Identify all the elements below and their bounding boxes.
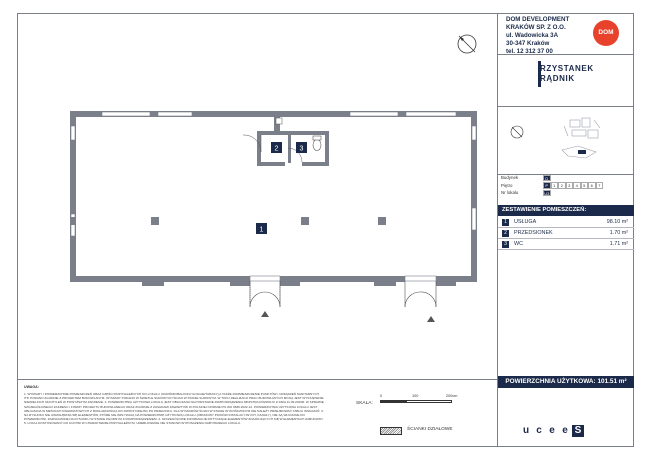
- scale-tick: 0: [380, 394, 383, 398]
- rooms-title: ZESTAWIENIE POMIESZCZEŃ:: [498, 205, 634, 216]
- scale-tick: 100: [412, 394, 419, 398]
- walls-legend-label: ŚCIANKI DZIAŁOWE: [407, 427, 453, 432]
- sanitary-block: [243, 116, 329, 166]
- floor-cell: 7: [596, 182, 604, 189]
- project-logo-line1: RZYSTANEK: [540, 64, 594, 73]
- logo-letter: u: [522, 425, 530, 436]
- room-row: [498, 217, 634, 228]
- unit-label: Nr lokalu: [501, 190, 519, 196]
- unit-value: U3: [544, 190, 550, 196]
- location-map: [498, 106, 634, 175]
- room-name: WC: [514, 241, 523, 247]
- floor-plan-sheet: [17, 13, 634, 447]
- room-label-3: 3: [299, 145, 304, 153]
- notes-text: 1. WYMIARY I POWIERZCHNIE POMIESZCZEŃ OBAZ CZĘŚCI PRZYNALEŻNYCH DO LOKALU (OGRÓDKI/BALKONY/LOGGIE/TARASY) A TAKŻE ROZMIESZCZENIE PUNKTÓW I URZĄDZEŃ SANITARNYCH ITP. PODANO ZGODNIE Z PROJEKTEM BUDOWLANYM. WYMIARY PODANO W ŚWIETLE SUROWYCH ŚCIAN W STANIE SUROWYM. W TOKU REALIZACJI PRAC BUDOWLANYCH MOGĄ JEST WYSTĄPIENIE NIEWIELKICH ODCHYLEŃ W POWYŻSZYM ZAKRESIE. 2. POWIERZCHNIA UŻYTKOWA LOKALU JEST OBLICZANA NA PODSTAWIE ROZPORZĄDZENIA MINISTRA ROZWOJU Z DNIA 11.09.2020R. W SPRAWIE SZCZEGÓŁOWEGO ZAKRESU I FORMY PROJEKTU BUDOWLANEGO ORAZ ZGODNIE Z ZASADAMI ZAWARTYMI W POLSKIEJ NORMIE PN-ISO 9836:2022-12. POWIERZCHNIA UŻYTKOWA LOKALU JEST OBLICZANA W METRACH KWADRATOWYCH Z DOKŁADNOŚCIĄ DO DWÓCH MIEJSC PO PRZECINKU. DLA WYMIARÓW ŚCIAN W STANIE WYKOŃCZONYM NIE NALEŻY PRZEJMOWAĆ TABLIC WSKAZAŃ. 3. NA RYSUNKU NIE UWZGLĘDNIA SIĘ ELEMENTÓW, KTÓRE NIE WPŁYWAJĄ NA POWIERZCHNIĘ UŻYTKOWĄ LOKALU (OBUDOWY PIONÓW INSTALACYJNYCH, KANAŁY), NIE SĄ WLICZANE DO POWIERZCHNI, ZAZNACZONE NA RYSUNKU W STANIE ZGODNYM Z ROZPORZĄDZENIEM. 4. SZCZEGÓŁOWE INFORMACJE DOTYCZĄCE ELEMENTÓW ZNAJDUJĄCYCH SIĘ W ELEMENTACH ZABUDOWY. 5. LOKAL DOSTOSOWANY DO KUCHNI W CHARAKTERZE PRZYNALEŻNYM; UMEBLOWANIE NIE STANOWI WYPOSAŻENIA NABYWANEGO LOKALU.: [24, 392, 324, 426]
- floor-cell: P: [543, 182, 551, 189]
- developer-info: [498, 14, 634, 55]
- developer-city: 30-347 Kraków: [506, 40, 550, 47]
- developer-street: ul. Wadowicka 3A: [506, 32, 559, 39]
- floor-cell: 1: [551, 182, 559, 189]
- floor-label: Piętro: [501, 182, 513, 188]
- developer-name: DOM DEVELOPMENT: [506, 16, 570, 23]
- scale-tick: 200cm: [446, 394, 458, 398]
- floor-plan-drawing: [18, 14, 497, 379]
- room-name: USŁUGA: [514, 219, 537, 225]
- side-panel: [497, 14, 634, 446]
- windows: [71, 112, 476, 236]
- notes-title: UWAGA:: [24, 385, 39, 389]
- room-label-1: 1: [259, 226, 264, 234]
- floor-cell: 4: [573, 182, 581, 189]
- room-row: [498, 228, 634, 239]
- unit-meta: [501, 174, 631, 197]
- scale-label: SKALA:: [356, 401, 373, 406]
- floor-cell: 2: [558, 182, 566, 189]
- logo-letter: e: [549, 425, 555, 436]
- floor-cell: 6: [588, 182, 596, 189]
- hatch-legend-icon: [380, 427, 402, 435]
- room-number: 1: [502, 219, 509, 226]
- north-arrow-icon: [458, 35, 476, 53]
- notes-section: [18, 379, 497, 447]
- building-value: D: [543, 175, 551, 182]
- building-label: Budynek: [501, 175, 519, 181]
- room-number: 3: [502, 241, 509, 248]
- floor-cell: 5: [581, 182, 589, 189]
- room-name: PRZEDSIONEK: [514, 230, 553, 236]
- room-area: 1.71 m²: [609, 241, 628, 247]
- site-plan-icon: [498, 106, 634, 174]
- room-area: 98.10 m²: [606, 219, 628, 225]
- logo-letter: c: [536, 425, 542, 436]
- room-label-2: 2: [274, 145, 279, 153]
- ucees-logo: [520, 425, 584, 437]
- logo-letter: S: [572, 425, 584, 437]
- project-logo-line2: RĄDNIK: [540, 74, 575, 83]
- logo-letter: e: [562, 425, 568, 436]
- room-number: 2: [502, 230, 509, 237]
- dom-logo: DOM: [593, 20, 619, 46]
- entry-arrow-icon: [261, 311, 435, 322]
- developer-company: KRAKÓW SP. Z O.O.: [506, 24, 566, 31]
- exterior-walls: [70, 111, 477, 282]
- floor-cell: 3: [566, 182, 574, 189]
- developer-phone: tel. 12 312 37 00: [506, 48, 553, 55]
- floor-plan: [18, 14, 497, 379]
- scale-bar: [380, 400, 452, 403]
- room-area: 1.70 m²: [609, 230, 628, 236]
- room-row: [498, 239, 634, 250]
- total-area: POWIERZCHNIA UŻYTKOWA: 101.51 m²: [498, 376, 634, 388]
- project-logo-block: [498, 54, 634, 107]
